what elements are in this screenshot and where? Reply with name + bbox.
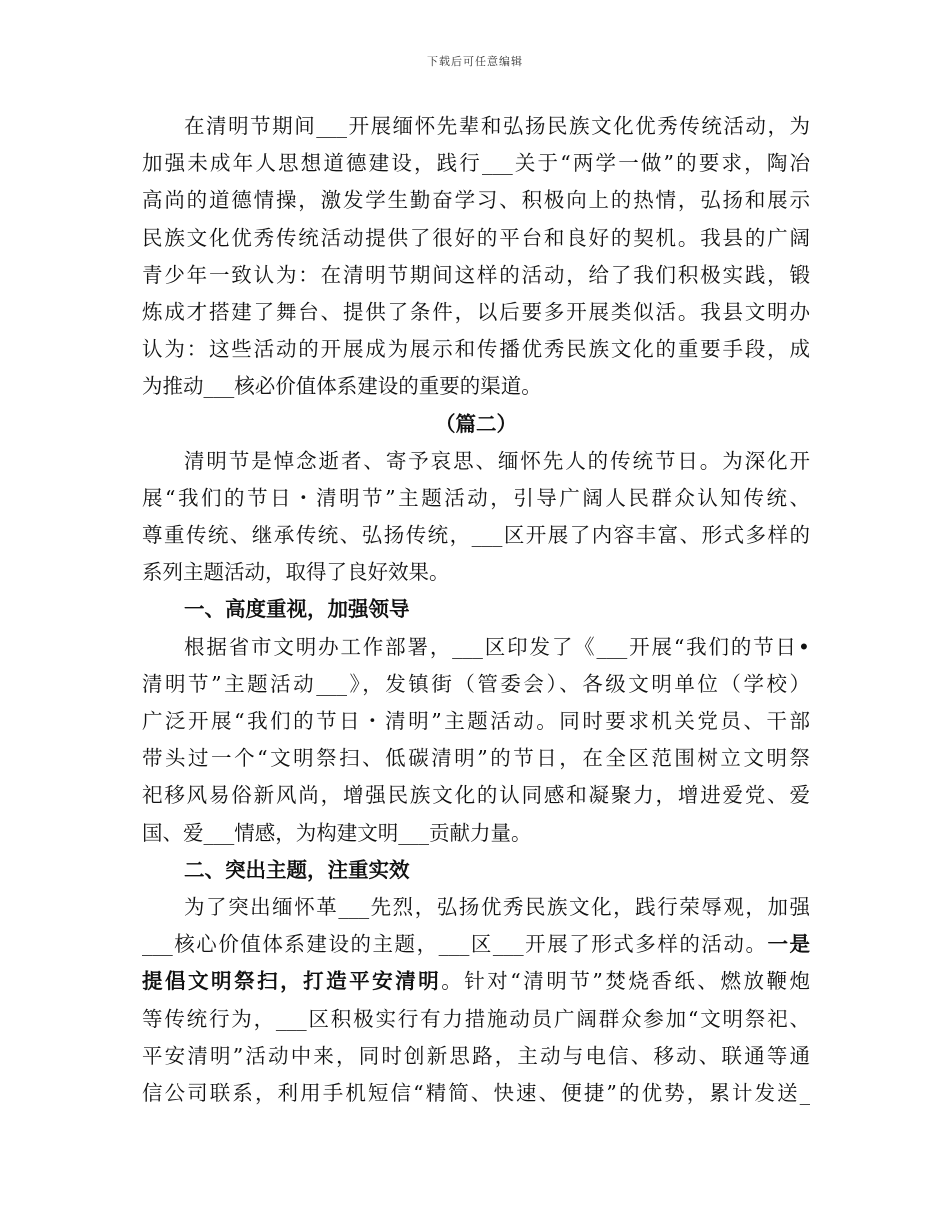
- paragraph-line: 等传统行为，___区积极实行有力措施动员广阔群众参加“文明祭祀、: [142, 1006, 810, 1031]
- paragraph-line: 信公司联系，利用手机短信“精简、快速、便捷”的优势，累计发送_: [142, 1080, 810, 1105]
- paragraph-line: [142, 963, 810, 1000]
- paragraph-line: 青少年一致认为：在清明节期间这样的活动，给了我们积极实践，锻: [142, 262, 810, 287]
- paragraph-line: 为推动___核必价值体系建设的重要的渠道。: [142, 374, 542, 399]
- paragraph-text: 。针对“清明节”焚烧香纸、燃放鞭炮: [441, 969, 811, 994]
- paragraph-line: 根据省市文明办工作部署，___区印发了《___开展“我们的节日•: [184, 634, 810, 659]
- paragraph-line: 在清明节期间___开展缅怀先辈和弘扬民族文化优秀传统活动，为: [184, 114, 810, 138]
- paragraph-line: 清明节是悼念逝者、寄予哀思、缅怀先人的传统节日。为深化开: [184, 448, 810, 473]
- paragraph-line: 国、爱___情感，为构建文明___贡献力量。: [142, 820, 532, 845]
- heading-1: 一、高度重视，加强领导: [184, 597, 410, 622]
- bold-lead-text: 一是: [767, 932, 811, 957]
- paragraph-text: ___核心价值体系建设的主题，___区___开展了形式多样的活动。: [142, 932, 768, 957]
- bold-lead-text: 提倡文明祭扫，打造平安清明: [142, 969, 442, 994]
- paragraph-line: 民族文化优秀传统活动提供了很好的平台和良好的契机。我县的广阔: [142, 225, 810, 250]
- paragraph-line: 广泛开展“我们的节日・清明”主题活动。同时要求机关党员、干部: [142, 709, 810, 733]
- paragraph-line: 高尚的道德情操，激发学生勤奋学习、积极向上的热情，弘扬和展示: [142, 188, 810, 213]
- paragraph-line: 带头过一个“文明祭扫、低碳清明”的节日，在全区范围树立文明祭: [142, 746, 810, 771]
- paragraph-line: 尊重传统、继承传统、弘扬传统，___区开展了内容丰富、形式多样的: [142, 523, 810, 548]
- paragraph-line: 为了突出缅怀革___先烈，弘扬优秀民族文化，践行荣辱观，加强: [184, 894, 810, 919]
- paragraph-line: 祀移风易俗新风尚，增强民族文化的认同感和凝聚力，增进爱党、爱: [142, 783, 810, 808]
- paragraph-line: 加强未成年人思想道德建设，践行___关于“两学一做”的要求，陶冶: [142, 151, 810, 176]
- paragraph-line: 展“我们的节日・清明节”主题活动，引导广阔人民群众认知传统、: [142, 485, 810, 510]
- paragraph-line: 认为：这些活动的开展成为展示和传播优秀民族文化的重要手段，成: [142, 337, 810, 362]
- paragraph-line: [142, 926, 810, 963]
- heading-2: 二、突出主题，注重实效: [184, 857, 410, 882]
- document-body: [142, 108, 810, 1112]
- section-title: （篇二）: [435, 411, 517, 436]
- paragraph-line: 清明节”主题活动___》，发镇街（管委会）、各级文明单位（学校）: [142, 671, 810, 696]
- paragraph-line: 炼成才搭建了舞台、提供了条件，以后要多开展类似活。我县文明办: [142, 299, 810, 324]
- paragraph-line: 平安清明”活动中来，同时创新思路，主动与电信、移动、联通等通: [142, 1043, 810, 1068]
- paragraph-line: 系列主题活动，取得了良好效果。: [142, 560, 450, 585]
- page-header-note: 下载后可任意编辑: [427, 55, 523, 68]
